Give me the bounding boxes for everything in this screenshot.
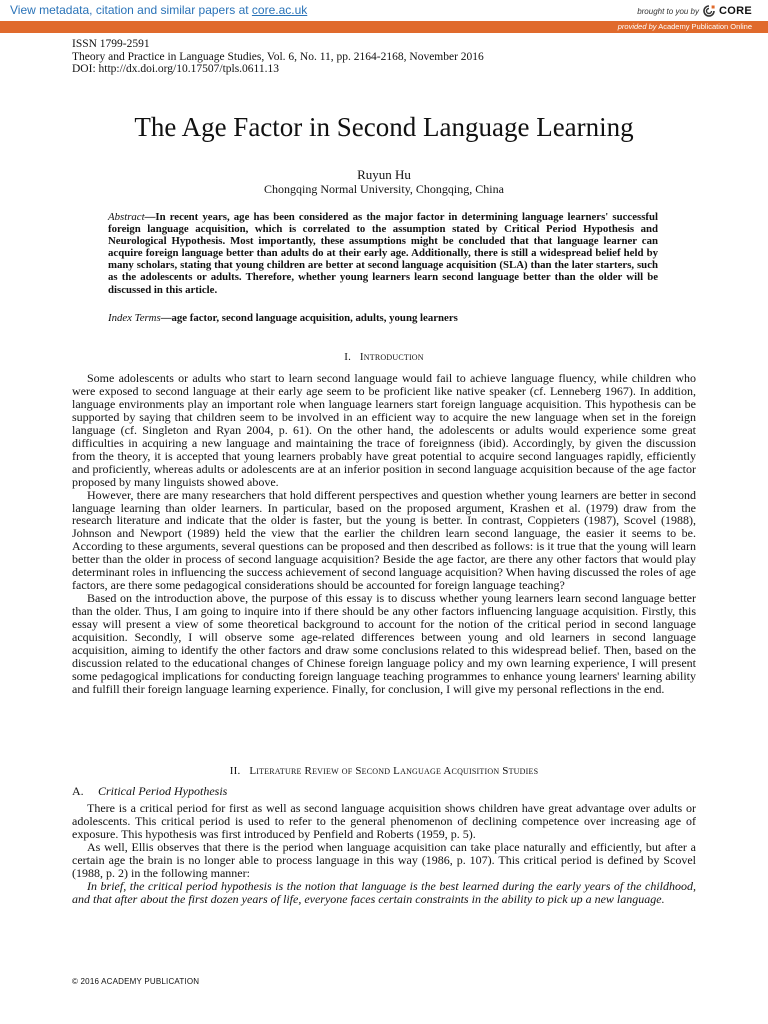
section-1-body: [72, 372, 696, 696]
section-2-body: [72, 802, 696, 906]
author-affiliation: Chongqing Normal University, Chongqing, China: [264, 182, 504, 196]
provided-by-label: provided by: [617, 22, 657, 31]
provider-name: Academy Publication Online: [658, 22, 752, 31]
core-link-prefix: View metadata, citation and similar papers at: [10, 3, 252, 17]
section-1-heading: [0, 351, 768, 363]
paragraph: Based on the introduction above, the purpose of this essay is to discuss whether young learners learn second language better than the older. Thus, I am going to inquire into if there should be any other factors influencing language acquisition. Firstly, this essay will present a view of some theoretical background to account for the notion of the critical period in second language acquisition. Secondly, I will observe some age-related differences between young and old learners in second language acquisition, aiming to identify the other factors and draw some conclusions related to this widespread belief. Then, based on the discussion related to the educational changes of Chinese foreign language policy and my own learning experience, I will present some pedagogical implications for conducting foreign language teaching programmes to enhance young learners' learning ability and fulfill their foreign language learning experience. Finally, for conclusion, I will give my personal reflections in the end.: [72, 591, 696, 696]
section-1-title: Introduction: [359, 351, 424, 363]
brought-by-text: brought to you by: [637, 6, 700, 16]
paragraph: Some adolescents or adults who start to learn second language would fail to achieve language fluency, while children who were exposed to second language at their early age seem to be proficient like native speaker (cf. Lenneberg 1967). In addition, language environments play an important role when language learners start foreign language acquisition. This hypothesis can be supported by saying that children seem to be involved in an efficient way to acquire the new language when set in the foreign language (cf. Singleton and Ryan 2004, p. 61). On the other hand, the adolescents or adults would experience some great difficulties in acquiring a new language and maintaining the trace of foreignness (ibid). Accordingly, by given the discussion from the theory, it is accepted that young learners probably have great potential to acquire second languages rapidly, efficiently and proficiently, whereas adults or adolescents are at an inferior position in second language acquisition because of the age factor proposed by many linguists showed above.: [72, 371, 696, 489]
index-terms-text: —age factor, second language acquisition, adults, young learners: [160, 312, 458, 324]
abstract: [108, 211, 658, 296]
journal-meta: [72, 38, 484, 76]
core-metadata-link[interactable]: [10, 3, 307, 17]
subsection-a-label: A.: [72, 784, 84, 798]
index-terms-lead: Index Terms: [108, 312, 161, 324]
doi: DOI: http://dx.doi.org/10.17507/tpls.0611.13: [72, 63, 280, 75]
core-banner: [0, 0, 768, 22]
core-brand[interactable]: [637, 4, 752, 18]
block-quote: In brief, the critical period hypothesis is the notion that language is the best learned during the early years of the childhood, and that after about the first dozen years of life, everyone faces certain constraints in the ability to pick up a new language.: [72, 878, 696, 906]
section-2-heading: [0, 765, 768, 777]
abstract-lead: Abstract: [108, 211, 145, 223]
subsection-a-title: Critical Period Hypothesis: [98, 784, 228, 798]
provided-by-text: [618, 22, 752, 31]
paragraph: As well, Ellis observes that there is the period when language acquisition can take place naturally and efficiently, but after a certain age the brain is no longer able to process language in this way (1986, p. 107). This critical period is defined by Scovel (1988, p. 2) in the following manner:: [72, 839, 696, 880]
paper-title: The Age Factor in Second Language Learning: [134, 112, 634, 142]
journal-citation: Theory and Practice in Language Studies, Vol. 6, No. 11, pp. 2164-2168, November 2016: [72, 50, 484, 63]
paragraph: There is a critical period for first as well as second language acquisition shows children have great advantage over adults or adolescents. This critical period is used to refer to the general phenomenon of declining competence over increasing age of exposure. This hypothesis was first introduced by Penfield and Roberts (1959, p. 5).: [72, 801, 696, 841]
abstract-text: —In recent years, age has been considered as the major factor in determining language learners' successful foreign language acquisition, which is correlated to the assumption stated by Critical Period Hypothesis and Neurological Hypothesis. Most importantly, these assumptions might be concluded that that language learner can acquire foreign language better than adults do at their early age. Additionally, there is still a widespread belief held by many scholars, stating that young children are better at second language acquisition (SLA) than the later starters, such as the adolescents or adults. Therefore, whether young learners learn second language better than the older will be discussed in this article.: [108, 211, 658, 296]
provided-by-bar: [0, 21, 768, 33]
core-logo-icon: [702, 4, 716, 18]
paragraph: However, there are many researchers that hold different perspectives and question whether young learners are better in second language learning than older learners. In particular, based on the proposed argument, Krashen et al. (1979) draw from the research literature and indicate that the older is faster, but the young is better. In contrast, Coppieters (1987), Scovel (1988), Johnson and Newport (1989) held the view that the earlier the children learn second language, the easier it seems to be. According to these arguments, several questions can be proposed and then described as follows: is it true that the young will learn better than the older in process of second language acquisition? Beside the age factor, are there any other factors that would play determinant roles in influencing the success achievement of second language acquisition? When having discussed the roles of age factors, are there some pedagogical considerations should be accounted for foreign language teaching?: [72, 487, 696, 593]
author-name: Ruyun Hu: [357, 167, 411, 182]
core-link-site: core.ac.uk: [251, 3, 308, 17]
issn: ISSN 1799-2591: [72, 38, 150, 50]
copyright-footer: © 2016 ACADEMY PUBLICATION: [72, 977, 200, 986]
subsection-a-heading: [72, 784, 227, 799]
section-2-title: Literature Review of Second Language Acquisition Studies: [249, 765, 539, 777]
section-2-number: II.: [229, 765, 241, 777]
section-1-number: I.: [344, 351, 352, 363]
core-wordmark: CORE: [719, 5, 752, 17]
index-terms: [108, 312, 658, 324]
